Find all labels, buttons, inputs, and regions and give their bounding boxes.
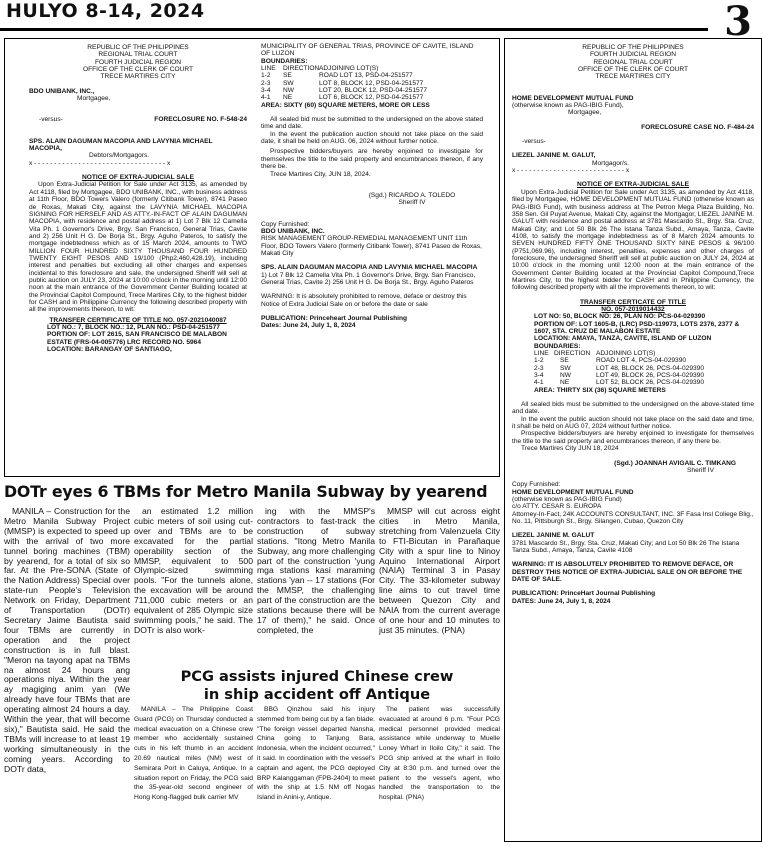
tct-title: TRANSFER CERTIFICATE OF TITLE NO. 057-2021040087 [49, 316, 227, 324]
notice-bdo-column-right [261, 43, 483, 330]
defendants-name: SPS. ALAIN DAGUMAN MACOPIA AND LAVYNIA MICHAEL MACOPIA, [29, 137, 213, 153]
legal-notice-bdo [4, 38, 500, 477]
cf-mortgagor-address: 3781 Mascardo St., Brgy. Sta. Cruz, Makati City; and Lot 50 Blk 26 The Istana Tanza Subd., Amaya, Tanza, Cavite 4108 [512, 539, 740, 554]
sheriff-name: (Sgd.) JOANNAH AVIGAIL C. TIMKANG [614, 459, 736, 467]
divider: x - - - - - - - - - - - - - - - - - - - - - - - - - - - x [512, 167, 630, 175]
versus-label: -versus- [39, 116, 63, 124]
boundary-row: 3-4 NW LOT 20, BLOCK 12, PSD-04-251577 [261, 87, 428, 95]
court-line: OFFICE OF THE CLERK OF COURT [82, 66, 194, 74]
divider: x - - - - - - - - - - - - - - - - - - - - - - - - - - - - - - - - - x [29, 159, 171, 167]
article-dotr-col3: ing with the MMSP's contractors to fast-track the construction of subway stations. "Itong Metro Manila Subway, ang more challenging part of the construction 'yung mga stations kasi maraming stations 'yan -- 17 stations (For the MMSP, the challenging part of the construction are the stations because there will be 17 of them)," he said. Once completed, the [257, 506, 375, 635]
cf-counsel-address: Attorney-In-Fact, 24K ACCOUNTS CONSULTANT, INC. 3F Fasa Insl Coliege Blig., No. 11, Pittsburgh St., Brgy. Silangen, Cubao, Quezon City [512, 510, 754, 525]
article-pcg-col2: BBG Qinzhou said his injury stemmed from being cut by a fan blade. "The foreign vessel departed Nansha, China going to Tanjung Bara, Indonesia, when the incident occurred," it said. In coordination with the vessel's captain and agent, the PCG deployed BRP Kalanggaman (FPB-2404) to meet with the ship at 1.5 NM off Nogas Island in Anini-y, Antique. [257, 706, 375, 802]
article-dotr-col2: an estimated 1.2 million cubic meters of soil using cut-over and TBMs are to be excavated for the partial operability section of the MMSP, equivalent to 500 Olympic-sized swimming pools. "For the tunnels alone, the excavation will be around 711,000 cubic meters or an equivalent of 285 Olympic size swimming pools," he said. The DOTr is also work- [134, 506, 253, 635]
versus-label: -versus- [522, 138, 546, 146]
publication-line: PUBLICATION: Princeheart Journal Publishing [261, 314, 408, 322]
copy-furnished-label: Copy Furnished: [261, 220, 310, 228]
location-line: LOCATION: AMAYA, TANZA, CAVITE, ISLAND OF LUZON [534, 335, 712, 343]
tct-number: NO. 057-2019014432 [601, 305, 665, 313]
header-rule [0, 28, 708, 31]
court-line: FOURTH JUDICIAL REGION [589, 51, 677, 59]
article-headline-dotr: DOTr eyes 6 TBMs for Metro Manila Subway by yearend [4, 482, 488, 501]
cf-party: BDO UNIBANK, INC. [261, 227, 325, 235]
warning-text: WARNING: IT IS ABSOLUTELY PROHIBITED TO REMOVE DEFACE, OR DESTROY THIS NOTICE OF EXTRA-JUDICIAL SALE ON OR BEFORE THE DATE OF SALE. [512, 561, 743, 583]
court-line: REPUBLIC OF THE PHILIPPINES [582, 44, 684, 51]
plaintiff-role: Mortgagee, [568, 109, 602, 117]
notice-title: NOTICE OF EXTRA-JUDICIAL SALE [82, 174, 194, 182]
cf-party-address: RISK MANAGEMENT GROUP-REMEDIAL MANAGEMENT UNIT 11th Floor, BDO Towers Valero (formerly Citibank Tower), 8741 Paseo de Roxas, Makati City [261, 235, 482, 257]
portion-line: PORTION OF: LOT 2615, SAN FRANCISCO DE MALABON ESTATE (FRS-04-005776) LRC RECORD NO. 5964 [47, 331, 227, 346]
defendant-role: Mortgagor/s. [592, 159, 630, 167]
court-line: TRECE MARTIRES CITY [100, 73, 176, 81]
article-dotr-col1: MANILA – Construction for the Metro Manila Subway Project (MMSP) is expected to speed up with the arrival of two more tunnel boring machines (TBM) by yearend, for a total of six so far. At the Pre-SONA (State of the Nation Address) Special over state-run People's Television Network on Friday, Department of Transportation (DOTr) Secretary Jaime Bautista said four TBMs are currently in operation and the project construction is in full blast. "Meron na tayong apat na TBMs na almost 24 hours ang operations niya. Within the year ay magiging anim yan (We already have four TBMs that are operating almost 24 hours a day. Within the year, that will become six)," Bautista said. He said the TBMs will increase to at least 19 working simultaneously in the coming years. According to DOTr data, [4, 506, 130, 774]
boundary-row: 4-1 NE LOT 52, BLOCK 26, PCS-04-029390 [534, 379, 705, 387]
plaintiff-name: HOME DEVELOPMENT MUTUAL FUND [512, 94, 634, 102]
court-line: REGIONAL TRIAL COURT [98, 51, 178, 59]
cf-mortgagor: LIEZEL JANINE M. GALUT [512, 532, 595, 540]
event-paragraph: In the event the publication auction should not take place on the said date, it shall be held on AUG. 06, 2024 without further notice. [261, 130, 483, 146]
defendant-name: LIEZEL JANINE M. GALUT, [512, 152, 596, 160]
page-number: 3 [724, 0, 752, 45]
warning-text: WARNING: It is absolutely prohibited to remove, deface or destroy this Notice of Extra Judicial Sale on or before the date or sale [261, 293, 467, 308]
boundaries-title: BOUNDARIES: [534, 342, 581, 350]
area-line: AREA: THIRTY SIX (36) SQUARE METERS [534, 386, 666, 394]
bid-paragraph: All sealed bids must be submitted to the undersigned on the above-stated time and date. [512, 401, 754, 416]
dates-line: DATES: June 24, July 1, 8, 2024 [512, 597, 611, 605]
boundary-row: 1-2 SE ROAD LOT 13, PSD-04-251577 [261, 72, 413, 80]
sheriff-name: (Sgd.) RICARDO A. TOLEDO [368, 191, 456, 199]
location-cont: MUNICIPALITY OF GENERAL TRIAS, PROVINCE OF CAVITE, ISLAND OF LUZON [261, 43, 474, 58]
prospective-paragraph: Prospective bidders/buyers are hereby enjoined to investigate for themselves the title to the said property and encumbrances thereon, if any there be. [512, 430, 754, 445]
notice-pagibig-column [512, 44, 754, 605]
notice-bdo-column-left [29, 44, 247, 353]
bid-paragraph: All sealed bid must be submitted to the undersigned on the above stated time and date. [261, 116, 483, 131]
cf-party-aka: (otherwise known as PAG-IBIG Fund) [512, 495, 622, 503]
plaintiff-name: BDO UNIBANK, INC., [29, 87, 95, 95]
boundaries-header: LINE DIRECTION ADJOINING LOT(S) [534, 350, 656, 358]
signed-place: Trece Martires City JUN 18, 2024 [521, 445, 619, 453]
legal-notice-pagibig [504, 38, 762, 842]
lot-line: LOT NO.: 7, BLOCK NO.: 12, PLAN NO.: PSD-04-251577 [47, 324, 220, 331]
court-line: REPUBLIC OF THE PHILIPPINES [87, 44, 189, 51]
signed-place: Trece Martires City, JUN 18, 2024. [270, 170, 371, 178]
area-line: AREA: SIXTY (60) SQUARE METERS, MORE OR LESS [261, 101, 430, 109]
defendants-role: Debtors/Mortgagors. [89, 152, 150, 160]
publication-line: PUBLICATION: PrinceHart Journal Publishing [512, 590, 656, 598]
court-line: OFFICE OF THE CLERK OF COURT [577, 66, 689, 74]
plaintiff-aka: (otherwise known as PAG-IBIG Fund), [512, 102, 624, 110]
location-line: LOCATION: BARANGAY OF SANTIAGO, [47, 346, 172, 354]
court-line: REGIONAL TRIAL COURT [593, 58, 673, 66]
article-pcg-col1: MANILA – The Philippine Coast Guard (PCG) on Thursday conducted a medical evacuation on a Chinese crew member who accidentally sustained cuts in his left thumb in an accident 20.69 nautical miles (NM) west of Semirara Port in Caluya, Antique. In a situation report on Friday, the PCG said the 35-year-old second engineer of Hong Kong-flagged bulk carrier MV [134, 706, 253, 802]
court-line: TRECE MARTIRES CITY [595, 73, 671, 81]
boundary-row: 2-3 SW LOT 48, BLOCK 26, PCS-04-029390 [534, 364, 705, 372]
case-number: FORECLOSURE NO. F-548-24 [154, 116, 247, 124]
boundary-row: 2-3 SW LOT 8, BLOCK 12, PSD-04-251577 [261, 79, 424, 87]
boundary-row: 4-1 NE LOT 6, BLOCK 12, PSD-04-251577 [261, 94, 424, 102]
cf-counsel: c/o ATTY. CESAR S. EUROPA [512, 503, 602, 511]
boundaries-header: LINE DIRECTION ADJOINING LOT(S) [261, 65, 379, 73]
prospective-paragraph: Prospective bidders/buyers are hereby enjoined to investigate for themselves the title to the said property and encumbrances thereon, if any there be. [261, 148, 483, 171]
boundaries-title: BOUNDARIES: [261, 57, 308, 65]
sheriff-title: Sheriff IV [398, 199, 426, 207]
lot-line: LOT NO: 50, BLOCK NO: 26, PLAN NO: PCS-04-029390 [534, 313, 706, 321]
portion-line: PORTION OF: LOT 1605-B, (LRC) PSD-119973, LOTS 2376, 2377 & 1607, STA. CRUZ DE MALABON ESTATE [534, 320, 740, 335]
cf-spouses-address: 1) Lot 7 Blk 12 Camella Vita Ph. 1 Governor's Drive, Brgy. San Francisco, General Trias, Cavite 2) 256 Unit H G. De Borja St., Brgy. Aguho Pateros [261, 271, 476, 286]
sheriff-title: Sheriff IV [687, 466, 714, 474]
article-dotr-col4: MMSP will cut across eight cities in Metro Manila, stretching from Valenzuela City to FTI-Bicutan in Parañaque City with a spur line to Ninoy Aquino International Airport (NAIA) Terminal 3 in Pasay City. The 33-kilometer subway line aims to cut travel time between Quezon City and NAIA from the current average of one hour and 10 minutes to just 35 minutes. (PNA) [379, 506, 500, 635]
boundary-row: 1-2 SE ROAD LOT 4, PCS-04-029390 [534, 357, 687, 365]
notice-body: Upon Extra-Judicial Petition for Sale under Act 3135, as amended by Act 4118, filed by Mortgagee, HOME DEVELOPMENT MUTUAL FUND (otherwise known as PAG-IBIG Fund), with business address at The Petron Mega Plaza Building, No. 358 Sen. Gil Puyat Avenue, Makati City, against the Mortgagor, LIEZEL JANINE M. GALUT with residence and postal address at 3781 Mascardo St., Brgy. Sta. Cruz, Makati City; and Lot 50 Blk 26 The Istana Tanza Subd., Amaya, Tanza, Cavite 4108, to satisfy the mortgage indebtedness as of 8 March 2024 amounts to SEVEN HUNDRED FIFTY ONE THOUSAND SIXTY NINE PESOS & 96/100 (P751,069.96), including interest, penalties, expenses and other charges of foreclosure, the undersigned Sheriff will sell at public auction on JULY 24, 2024 at 10:00 o'clock in the morning until 12:00 noon at the main entrance of the Government Center Building located at the Provincial Capitol Compound,Trece Martires City, to the highest bidder for CASH and in Philippine Currency, the following described property with all the improvements thereon, to wit: [512, 188, 754, 292]
notice-title: NOTICE OF EXTRA-JUDICIAL SALE [577, 181, 689, 189]
cf-spouses: SPS. ALAIN DAGUMAN MACOPIA AND LAVYNIA MICHAEL MACOPIA [261, 264, 478, 272]
copy-furnished-label: Copy Furnished: [512, 481, 561, 489]
notice-body: Upon Extra-Judicial Petition for Sale under Act 3135, as amended by Act 4118, filed by Mortgagee, BDO UNIBANK, INC., with business address at 11th Floor, BDO Towers Valero (formerly Citibank Tower), 8741 Paseo de Roxas, Makati City, against the LAVYNIA MICHAEL MACOPIA SIGNING FOR HERSELF AND AS ATTY.-IN-FACT OF ALAIN DAGUMAN MACOPIA, with residence and postal address at 1) Lot 7 Blk 12 Camella Vita Ph. 1 Governor's Drive, Brgy. San Francisco, General Trias, Cavite and 2) 256 Unit H G. De Borja St., Brgy. Aguho Pateros, to satisfy the mortgage indebtedness which as of 15 March 2024, amounts to TWO MILLION FOUR HUNDRED SIXTY THOUSAND FOUR HUNDRED TWENTY EIGHT PESOS AND 19/100 (Php2,460,428.19), including interest and penalties but excluding all other charges and expenses incidental to this foreclosure and sale, the undersigned Sheriff will sell at public auction on JULY 23, 2024 at 10:00 o'clock in the morning until 12:00 noon at the main entrance of the Government Center Building located at the Provincial Capitol Compound, Trece Martires City, to the highest bidder for CASH and in Philippine Currency the following described property with all the improvements thereon, to wit: [29, 181, 247, 314]
court-line: FOURTH JUDICIAL REGION [94, 58, 182, 66]
event-paragraph: In the event the public auction should not take place on the said date and time, it shall be held on AUG 07, 2024 without further notice. [512, 415, 754, 431]
case-number: FORECLOSURE CASE NO. F-484-24 [641, 123, 754, 131]
dates-line: Dates: June 24, July 1, 8, 2024 [261, 322, 356, 330]
issue-date: HULYO 8-14, 2024 [6, 0, 205, 22]
article-headline-pcg: PCG assists injured Chinese crew in ship accident off Antique [180, 668, 454, 703]
boundary-row: 3-4 NW LOT 49, BLOCK 26, PCS-04-029390 [534, 372, 705, 380]
cf-party: HOME DEVELOPMENT MUTUAL FUND [512, 488, 634, 496]
plaintiff-role: Mortgagee, [77, 95, 111, 103]
article-pcg-col3: The patient was successfully evacuated at around 6 p.m. "Four PCG medical personnel provided medical assistance while underway to Muelle Loney Wharf in Iloilo City," it said. The PCG ship arrived at the wharf in Iloilo City at 8:30 p.m. and turned over the patient to the vessel's agent, who handled the transportation to the hospital. (PNA) [379, 706, 500, 802]
tct-title: TRANSFER CERTICATE OF TITLE [579, 298, 687, 306]
